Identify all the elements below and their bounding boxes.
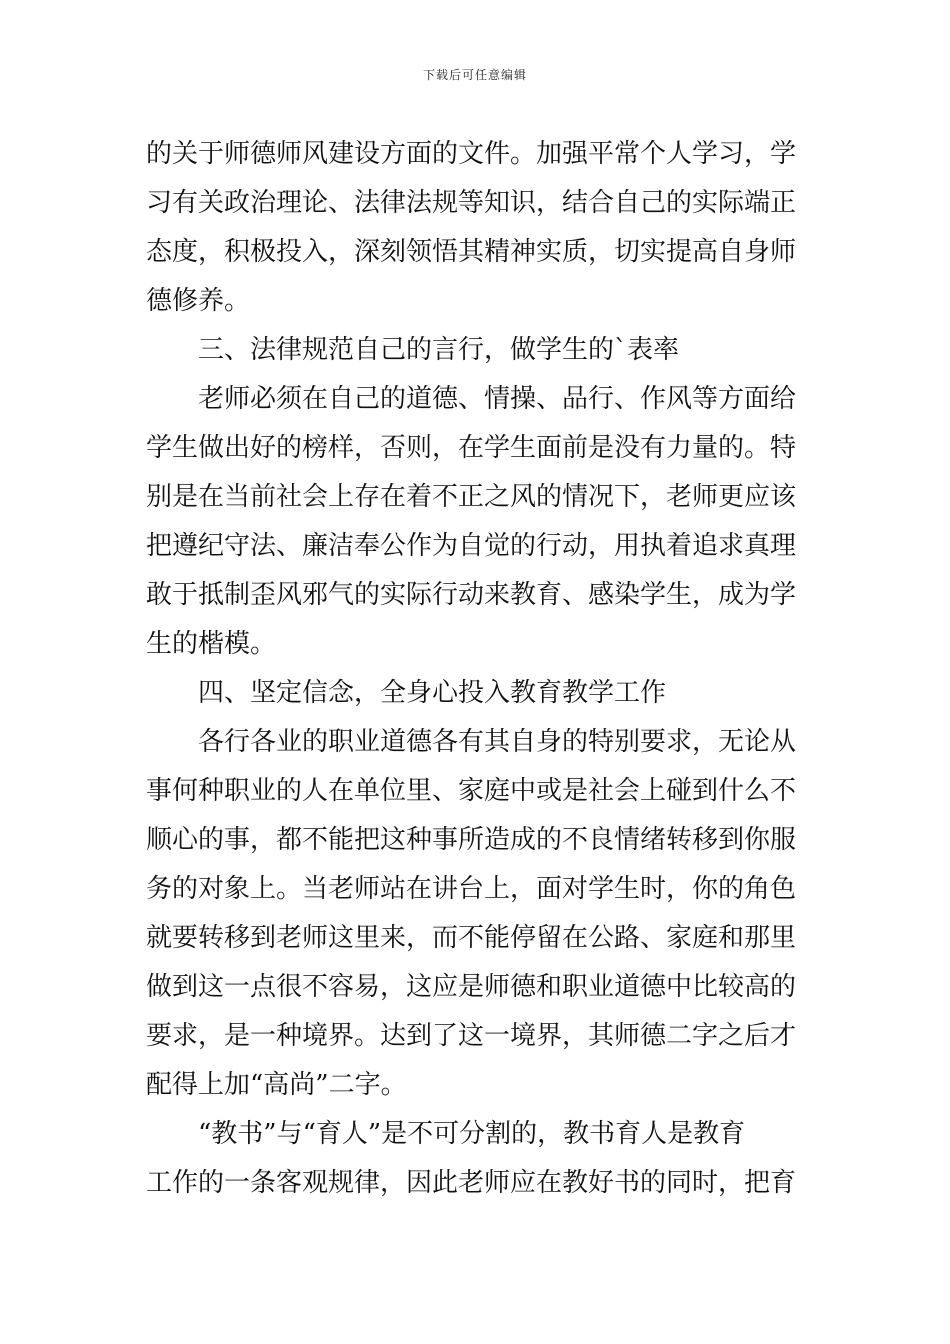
text-line: 顺心的事，都不能把这种事所造成的不良情绪转移到你服: [146, 825, 797, 855]
text-line: 配得上加“高尚”二字。: [146, 1070, 407, 1100]
text-line: 做到这一点很不容易，这应是师德和职业道德中比较高的: [146, 972, 797, 1002]
text-line: 习有关政治理论、法律法规等知识，结合自己的实际端正: [146, 188, 797, 218]
text-line: 工作的一条客观规律，因此老师应在教好书的同时，把育: [146, 1168, 797, 1198]
text-line: 把遵纪守法、廉洁奉公作为自觉的行动，用执着追求真理: [146, 531, 797, 561]
text-line: 务的对象上。当老师站在讲台上，面对学生时，你的角色: [146, 874, 797, 904]
text-line: 各行各业的职业道德各有其自身的特别要求，无论从: [198, 727, 797, 757]
section-heading: 四、坚定信念，全身心投入教育教学工作: [198, 678, 667, 708]
document-body: [146, 130, 806, 1208]
section-heading: 三、法律规范自己的言行，做学生的`表率: [198, 335, 680, 365]
text-line: 要求，是一种境界。达到了这一境界，其师德二字之后才: [146, 1021, 797, 1051]
text-line: 的关于师德师风建设方面的文件。加强平常个人学习，学: [146, 139, 797, 169]
text-line: 老师必须在自己的道德、情操、品行、作风等方面给: [198, 384, 797, 414]
text-line: 生的楷模。: [146, 629, 277, 659]
text-line: 敢于抵制歪风邪气的实际行动来教育、感染学生，成为学: [146, 580, 797, 610]
text-line: 事何种职业的人在单位里、家庭中或是社会上碰到什么不: [146, 776, 797, 806]
text-line: 别是在当前社会上存在着不正之风的情况下，老师更应该: [146, 482, 797, 512]
text-line: 学生做出好的榜样，否则，在学生面前是没有力量的。特: [146, 433, 797, 463]
text-line: 态度，积极投入，深刻领悟其精神实质，切实提高自身师: [146, 237, 797, 267]
text-line: “教书”与“育人”是不可分割的，教书育人是教育: [198, 1119, 746, 1149]
page-header: 下载后可任意编辑: [422, 68, 527, 82]
text-line: 德修养。: [146, 286, 251, 316]
text-line: 就要转移到老师这里来，而不能停留在公路、家庭和那里: [146, 923, 797, 953]
